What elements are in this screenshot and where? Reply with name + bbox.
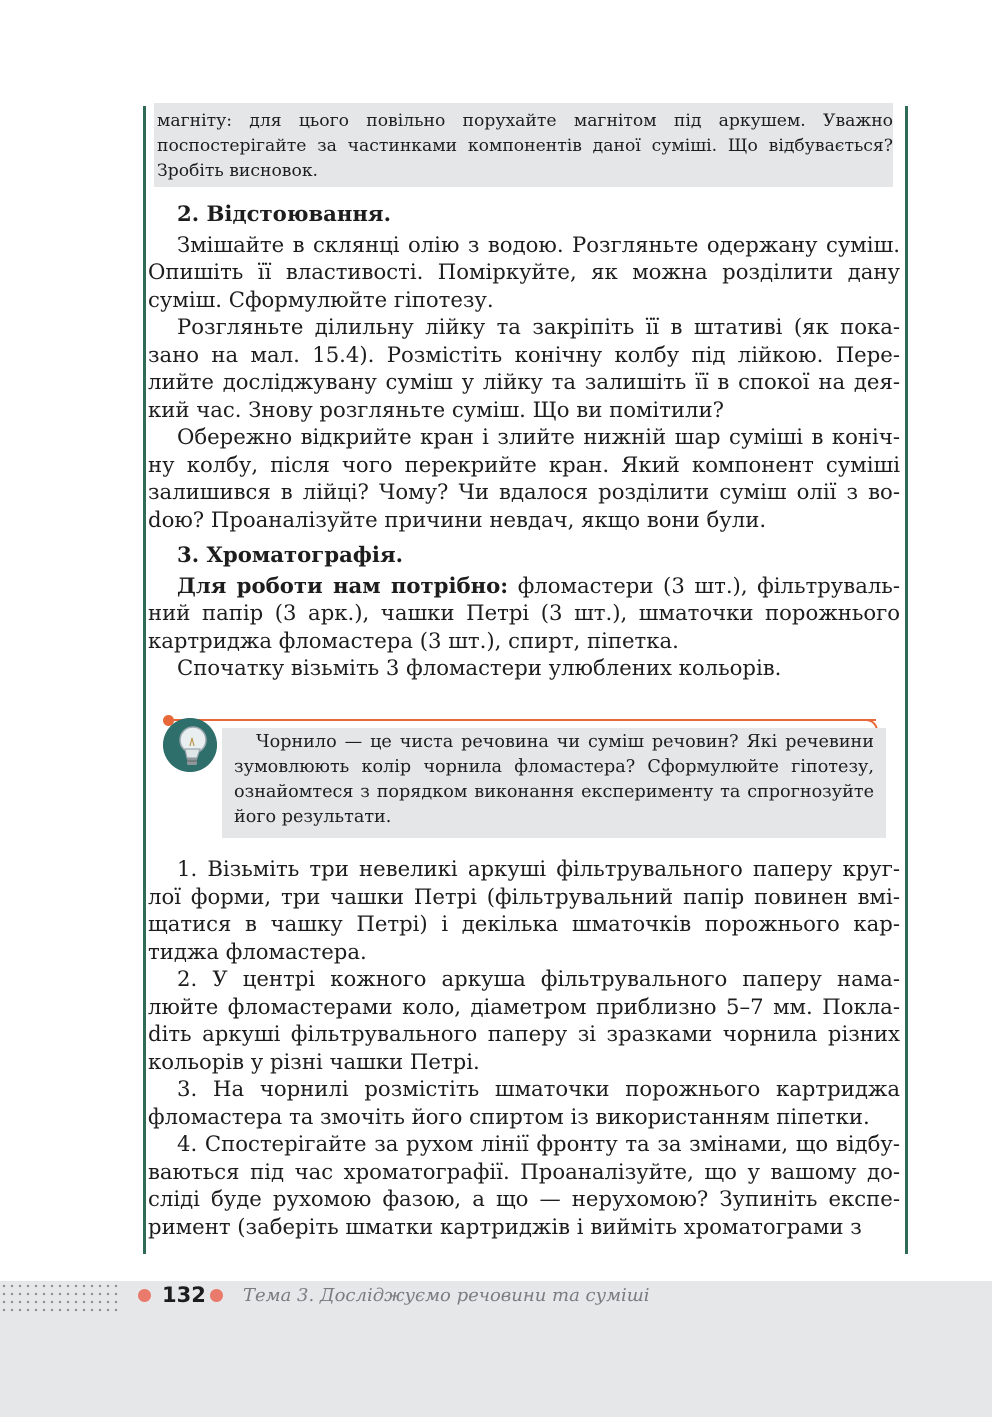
footer-topic-title: Тема 3. Досліджуємо речовини та суміші: [243, 1285, 650, 1306]
section-2-paragraph: Змішайте в склянці олію з водою. Розгляньте одержану суміш. Опишіть її властивості. Поміркуйте, як можна розділити дану суміш. Сформулюйте гіпотезу.: [148, 231, 900, 312]
continued-task-text: магніту: для цього повільно порухайте магнітом під аркушем. Уважно поспостерігайте за частинками компонентів даної суміші. Що відбувається? Зробіть висновок.: [157, 111, 893, 181]
step-paragraph: 1. Візьміть три невеликі аркуші фільтрувального паперу круглої форми, три чашки Петрі (фільтрувальний папір повинен вміщатися в чашку Петрі) і декілька шматочків порожнього картиджа фломастера.: [148, 856, 900, 964]
section-2-paragraph: Обережно відкрийте кран і злийте нижній шар суміші в конічну колбу, після чого перекрийте кран. Який компонент суміші залишився в лійці? Чому? Чи вдалося розділити суміш олії з воdою? Проаналізуйте причини невдач, якщо вони були.: [148, 424, 900, 532]
page-number: 132: [162, 1283, 206, 1307]
section-2-paragraph: Розгляньте ділильну лійку та закріпіть її в штативі (як показано на мал. 15.4). Розмістіть конічну колбу під лійкою. Перелийте досліджувану суміш у лійку та залишіть її в спокої на деякий час. Знову розгляньте суміш. Що ви помітили?: [148, 314, 900, 422]
materials-label: Для роботи нам потрібно:: [177, 572, 509, 598]
steps-text-block: [148, 855, 900, 1240]
footer-dot-left: [138, 1289, 151, 1302]
lightbulb-icon: [163, 718, 217, 772]
section-3-intro: Спочатку візьміть 3 фломастери улюблених кольорів.: [177, 655, 782, 680]
step-paragraph: 2. У центрі кожного аркуша фільтрувального паперу намалюйте фломастерами коло, діаметром приблизно 5–7 мм. Поклаdіть аркуші фільтрувального паперу зі зразками чорнила різних кольорів у різні чашки Петрі.: [148, 966, 900, 1074]
step-paragraph: 4. Спостерігайте за рухом лінії фронту та за змінами, що відбуваються під час хроматографії. Проаналізуйте, що у вашому досліді буде рухомою фазою, а що — нерухомою? Зупиніть експеримент (заберіть шматки картриджів і вийміть хроматограми з: [148, 1131, 900, 1239]
note-accent-line: [168, 719, 876, 721]
left-margin-rule: [143, 106, 146, 1254]
footer-dot-right: [210, 1289, 223, 1302]
hypothesis-note-box: [222, 728, 886, 838]
right-margin-rule: [905, 106, 908, 1254]
section-3-heading: 3. Хроматографія.: [177, 542, 403, 567]
footer-dot-pattern: [0, 1282, 120, 1312]
note-accent-dot: [163, 715, 174, 726]
section-2-heading: 2. Відстоювання.: [177, 201, 391, 226]
hypothesis-note-text: Чорнило — це чиста речовина чи суміш речовин? Які речевини зумовлюють колір чорнила фломастера? Сформулюйте гіпотезу, ознайомтеся з порядком виконання експерименту та спрогнозуйте його результати.: [234, 732, 874, 827]
continued-task-box: [154, 103, 893, 187]
materials-paragraph: [148, 572, 900, 655]
main-text-block: [148, 200, 900, 682]
materials-list: фломастери (3 шт.), фільтрувальний папір (3 арк.), чашки Петрі (3 шт.), шматочки порожнього картриджа фломастера (3 шт.), спирт, піпетка.: [148, 572, 900, 653]
step-paragraph: 3. На чорнилі розмістіть шматочки порожнього картриджа фломастера та змочіть його спиртом із використанням піпетки.: [148, 1076, 900, 1129]
